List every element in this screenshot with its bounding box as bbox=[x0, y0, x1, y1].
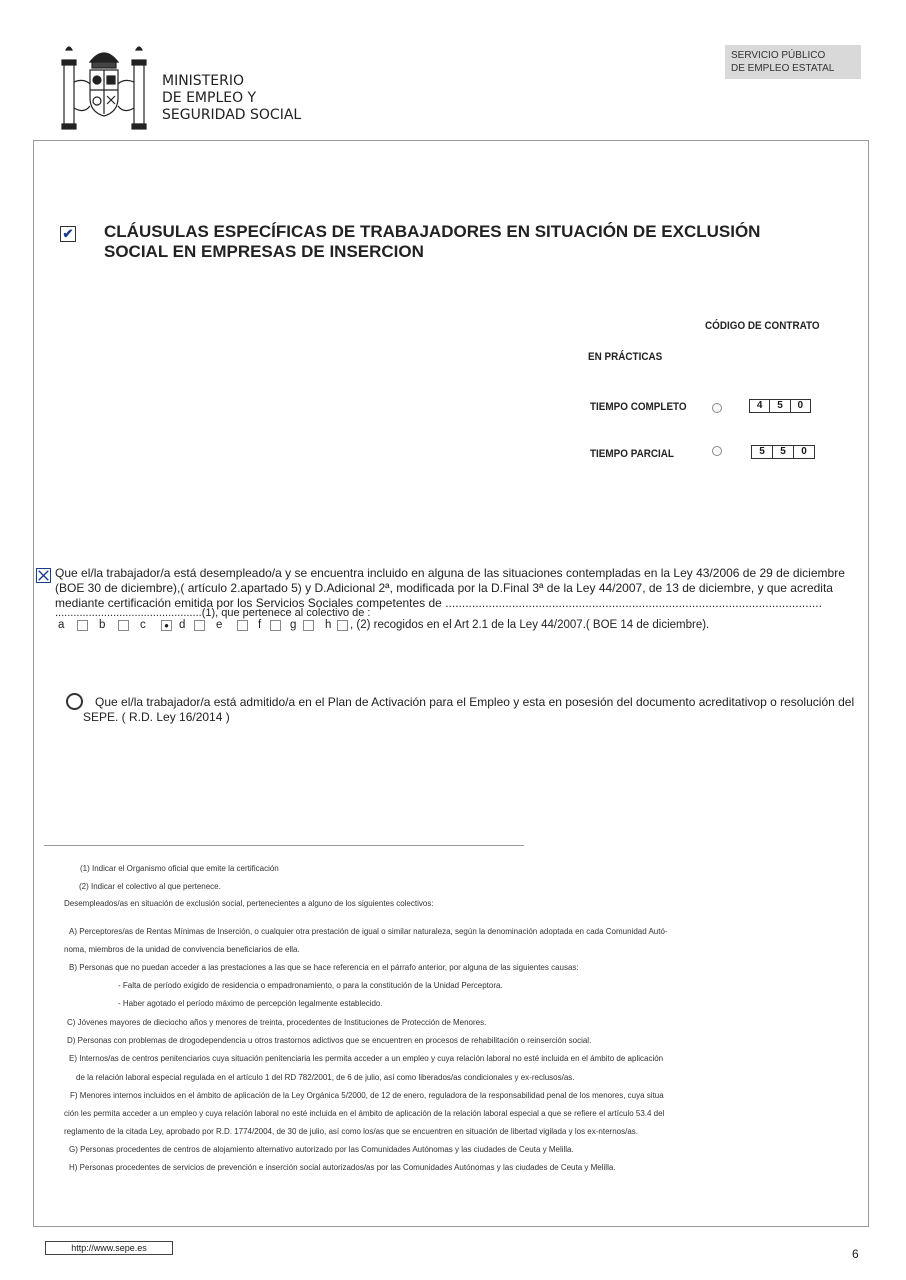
sepe-label-box bbox=[725, 45, 861, 79]
practicas-label: EN PRÁCTICAS bbox=[588, 351, 663, 363]
footnote-c: C) Jóvenes mayores de dieciocho años y menores de treinta, procedentes de Instituciones de Protección de Menores. bbox=[67, 1018, 487, 1027]
collective-option-h-label: h bbox=[325, 619, 332, 631]
clause1-line-1: Que el/la trabajador/a está desempleado/a y se encuentra incluido en alguna de las situaciones contempladas en la Ley 43/2006 de 29 de diciembre bbox=[55, 566, 845, 580]
footnote-e-1: E) Internos/as de centros penitenciarios cuya situación penitenciaria les permita acceder a un empleo y cuya relación laboral no esté incluida en el ámbito de aplicación bbox=[69, 1054, 664, 1063]
clause1-line-2: (BOE 30 de diciembre),( artículo 2.apartado 5) y D.Adicional 2ª, modificada por la D.Final 3ª de la Ley 44/2007, de 13 de diciembre, y que acredita bbox=[55, 581, 833, 595]
title-line-2: SOCIAL EN EMPRESAS DE INSERCION bbox=[104, 242, 424, 261]
footnote-a-1: A) Perceptores/as de Rentas Mínimas de Inserción, o cualquier otra prestación de igual o similar naturaleza, según la denominación adoptada en cada Comunidad Autó- bbox=[69, 927, 668, 936]
sepe-line-1: SERVICIO PÚBLICO bbox=[731, 50, 826, 61]
code-digit: 5 bbox=[759, 446, 765, 457]
code-digit: 5 bbox=[772, 446, 793, 458]
code-digit: 5 bbox=[769, 400, 789, 412]
footnote-f-2: ción les permita acceder a un empleo y cuya relación laboral no esté incluida en el ámbito de aplicación de la relación laboral especial a que se refiere el artículo 53.4 del bbox=[64, 1109, 665, 1118]
footnote-h: H) Personas procedentes de servicios de prevención e inserción social autorizados/as por las Comunidades Autónomas y las ciudades de Ceuta y Melilla. bbox=[69, 1163, 616, 1172]
clause-checkbox[interactable]: ✔ bbox=[60, 226, 76, 242]
footnote-b-1: - Falta de período exigido de residencia o empadronamiento, o para la constitución de la Unidad Perceptora. bbox=[118, 981, 503, 990]
contract-code-header: CÓDIGO DE CONTRATO bbox=[705, 320, 820, 332]
collective-option-f[interactable] bbox=[270, 620, 281, 631]
ministry-name bbox=[162, 73, 301, 124]
full-time-radio[interactable] bbox=[712, 403, 722, 413]
collective-option-a-label: a bbox=[58, 619, 65, 631]
full-time-code bbox=[749, 399, 811, 413]
collective-option-h[interactable] bbox=[337, 620, 348, 631]
sepe-line-2: DE EMPLEO ESTATAL bbox=[731, 63, 835, 74]
collective-option-a[interactable] bbox=[77, 620, 88, 631]
ministry-line-1: MINISTERIO bbox=[162, 73, 244, 89]
collective-option-b-label: b bbox=[99, 619, 106, 631]
clause1-line-3: mediante certificación emitida por los Servicios Sociales competentes de ................................................................................................................. bbox=[55, 596, 822, 610]
clause1-checkbox[interactable] bbox=[36, 568, 51, 583]
page-title bbox=[104, 222, 834, 262]
footnote-f-1: F) Menores internos incluidos en el ámbito de aplicación de la Ley Orgánica 5/2000, de 12 de enero, reguladora de la responsabilidad penal de los menores, cuya situa bbox=[70, 1091, 664, 1100]
footnote-2: (2) Indicar el colectivo al que pertenece. bbox=[79, 882, 221, 891]
footnote-g: G) Personas procedentes de centros de alojamiento alternativo autorizado por las Comunidades Autónomas y las ciudades de Ceuta y Melilla. bbox=[69, 1145, 574, 1154]
clause2-line-2: SEPE. ( R.D. Ley 16/2014 ) bbox=[83, 710, 230, 724]
clause1-line-4: ................................................(1), que pertenece al colectivo de : bbox=[55, 607, 371, 619]
code-digit: 0 bbox=[790, 400, 810, 412]
collective-option-g[interactable] bbox=[303, 620, 314, 631]
collective-option-c-label: c bbox=[140, 619, 146, 631]
coat-of-arms-icon bbox=[56, 42, 152, 134]
footnote-1: (1) Indicar el Organismo oficial que emite la certificación bbox=[80, 864, 279, 873]
footnote-b-2: - Haber agotado el período máximo de percepción legalmente establecido. bbox=[118, 999, 383, 1008]
full-time-label: TIEMPO COMPLETO bbox=[590, 401, 687, 413]
footnote-divider bbox=[44, 845, 524, 846]
footnote-e-2: de la relación laboral especial regulada en el artículo 1 del RD 782/2001, de 6 de julio, así como liberados/as condicionales y ex-reclusos/as. bbox=[76, 1073, 575, 1082]
footnote-a-2: noma, miembros de la unidad de convivencia beneficiarios de ella. bbox=[64, 945, 300, 954]
clause2-line-1: Que el/la trabajador/a está admitido/a en el Plan de Activación para el Empleo y esta en posesión del documento acreditativop o resolución del bbox=[95, 695, 855, 709]
footnote-f-3: reglamento de la citada Ley, aprobado por R.D. 1774/2004, de 30 de julio, así como los/as que se encuentren en situación de libertad vigilada y los ex-nternos/as. bbox=[64, 1127, 638, 1136]
collective-option-d[interactable] bbox=[194, 620, 205, 631]
footnote-intro: Desempleados/as en situación de exclusión social, pertenecientes a alguno de los siguientes colectivos: bbox=[64, 899, 434, 908]
collective-option-b[interactable] bbox=[118, 620, 129, 631]
collective-option-e[interactable] bbox=[237, 620, 248, 631]
title-line-1: CLÁUSULAS ESPECÍFICAS DE TRABAJADORES EN SITUACIÓN DE EXCLUSIÓN bbox=[104, 222, 761, 241]
code-digit: 4 bbox=[756, 400, 763, 411]
part-time-code bbox=[751, 445, 815, 459]
collective-option-f-label: f bbox=[258, 619, 262, 631]
collective-option-c-selected[interactable]: ● bbox=[161, 620, 172, 631]
collective-option-e-label: e bbox=[216, 619, 223, 631]
website-link[interactable]: http://www.sepe.es bbox=[45, 1241, 173, 1255]
clause1-tail: , (2) recogidos en el Art 2.1 de la Ley 44/2007.( BOE 14 de diciembre). bbox=[350, 619, 710, 631]
footnote-d: D) Personas con problemas de drogodependencia u otros trastornos adictivos que se encuentren en procesos de rehabilitación o reinserción social. bbox=[67, 1036, 592, 1045]
clause2-radio[interactable] bbox=[66, 693, 83, 710]
code-digit: 0 bbox=[793, 446, 814, 458]
ministry-line-2: DE EMPLEO Y bbox=[162, 90, 257, 106]
footnote-b: B) Personas que no puedan acceder a las prestaciones a las que se hace referencia en el párrafo anterior, por alguna de las siguientes causas: bbox=[69, 963, 579, 972]
collective-option-g-label: g bbox=[290, 619, 297, 631]
part-time-label: TIEMPO PARCIAL bbox=[590, 448, 674, 460]
page-number: 6 bbox=[852, 1247, 859, 1261]
part-time-radio[interactable] bbox=[712, 446, 722, 456]
form-frame bbox=[33, 140, 869, 1227]
collective-option-d-label: d bbox=[179, 619, 186, 631]
ministry-line-3: SEGURIDAD SOCIAL bbox=[162, 107, 302, 123]
clause1-text bbox=[55, 566, 855, 611]
clause2-text bbox=[83, 695, 873, 725]
